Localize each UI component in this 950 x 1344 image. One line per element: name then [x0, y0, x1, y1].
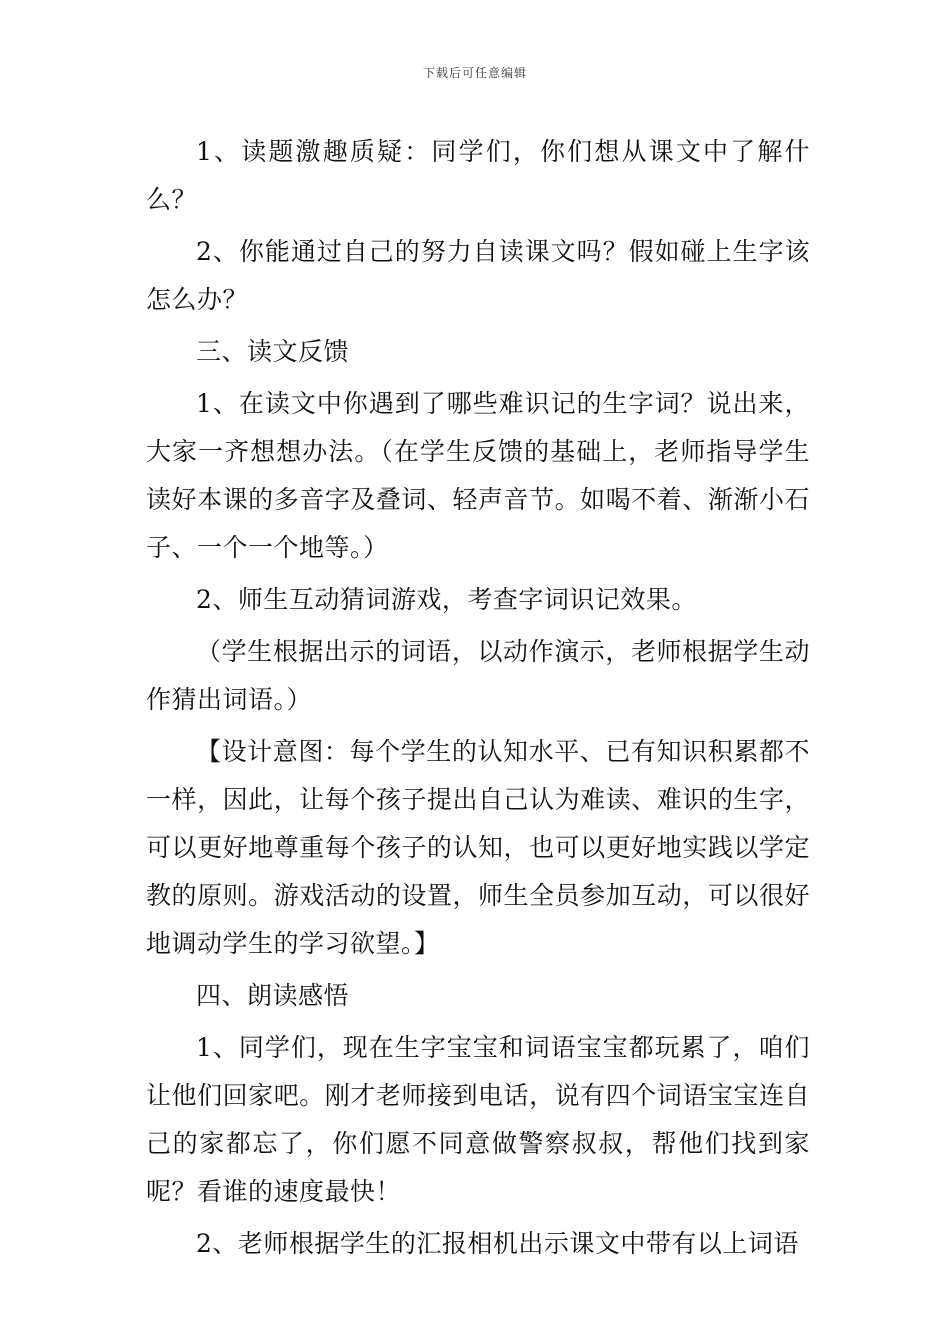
- design-intent-note: 【设计意图：每个学生的认知水平、已有知识积累都不一样，因此，让每个孩子提出自己认为难读、难识的生字，可以更好地尊重每个孩子的认知，也可以更好地实践以学定教的原则。游戏活动的设置，师生全员参加互动，可以很好地调动学生的学习欲望。】: [146, 737, 810, 958]
- paragraph-2: 2、你能通过自己的努力自读课文吗？假如碰上生字该怎么办？: [146, 237, 810, 314]
- section-heading-4: 四、朗读感悟: [196, 981, 350, 1010]
- paragraph-10: 2、老师根据学生的汇报相机出示课文中带有以上词语: [196, 1229, 799, 1258]
- paragraph-5: 2、师生互动猜词游戏，考查字词识记效果。: [196, 585, 697, 614]
- paragraph-4: 1、在读文中你遇到了哪些难识记的生字词？说出来，大家一齐想想办法。（在学生反馈的基础上，老师指导学生读好本课的多音字及叠词、轻声音节。如喝不着、渐渐小石子、一个一个地等。）: [146, 389, 810, 562]
- document-body: [146, 128, 810, 1268]
- section-heading-3: 三、读文反馈: [196, 337, 350, 366]
- paragraph-6: （学生根据出示的词语，以动作演示，老师根据学生动作猜出词语。）: [146, 637, 810, 714]
- paragraph-9: 1、同学们，现在生字宝宝和词语宝宝都玩累了，咱们让他们回家吧。刚才老师接到电话，说有四个词语宝宝连自己的家都忘了，你们愿不同意做警察叔叔，帮他们找到家呢？看谁的速度最快！: [146, 1033, 810, 1206]
- page-header: 下载后可任意编辑: [422, 66, 527, 80]
- paragraph-1: 1、读题激趣质疑：同学们，你们想从课文中了解什么？: [146, 137, 810, 214]
